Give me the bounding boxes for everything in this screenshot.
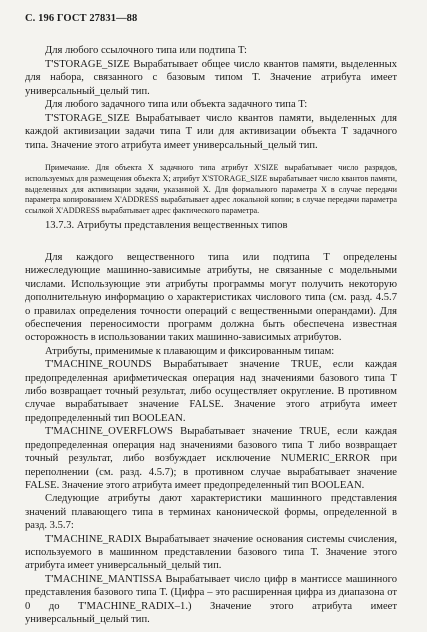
paragraph: T'STORAGE_SIZE Вырабатывает общее число квантов памяти, выделенных для набора, связанного с базовым типом T. Значение атрибута имеет универсальный_целый тип. <box>25 59 397 97</box>
paragraph: T'MACHINE_ROUNDS Вырабатывает значение TRUE, если каждая предопределенная арифметическая операция над значениями базового типа T либо возвращает точный результат, либо осуществляет округление. В противном случае вырабатывает значение FALSE. Значение этого атрибута имеет предопределенный тип BOOLEAN. <box>25 359 397 424</box>
paragraph: Следующие атрибуты дают характеристики машинного представления значений плавающего типа в терминах канонической формы, определенной в разд. 3.5.7: <box>25 493 397 532</box>
page-header: С. 196 ГОСТ 27831—88 <box>25 13 138 24</box>
note-text: Примечание. Для объекта X задачного типа атрибут X'SIZE вырабатывает число разрядов, используемых для размещения объекта X; атрибут X'STORAGE_SIZE вырабатывает число квантов памяти, выделенных для активизации задачи, указанной X. Для формального параметра X в случае передачи параметра копированием X'ADDRESS вырабатывает адрес локальной копии; в случае передачи параметра ссылкой X'ADDRESS вырабатывает адрес фактического параметра. <box>25 163 397 216</box>
paragraph: Для любого ссылочного типа или подтипа T: <box>45 45 247 56</box>
section-heading: 13.7.3. Атрибуты представления вещественных типов <box>45 220 288 231</box>
section-title <box>25 219 397 232</box>
paragraph: T'MACHINE_OVERFLOWS Вырабатывает значение TRUE, если каждая предопределенная операция над значениями базового типа T либо возвращает точный результат, либо возбуждает исключение NUMERIC_ERROR при переполнении (см. разд. 4.5.7); в противном случае вырабатывает значение FALSE. Значение этого атрибута имеет предопределенный тип BOOLEAN. <box>25 426 397 491</box>
paragraph-access-storage-size <box>25 58 397 98</box>
section-body <box>25 251 397 626</box>
paragraph: T'MACHINE_RADIX Вырабатывает значение основания системы счисления, используемого в машинном представлении базового типа T. Значение этого атрибута имеет универсальный_целый тип. <box>25 533 397 572</box>
note-block <box>25 163 397 217</box>
paragraph: T'STORAGE_SIZE Вырабатывает число квантов памяти, выделенных для каждой активизации задачи типа T или для активизации объекта T задачного типа. Значение этого атрибута имеет универсальный_целый тип. <box>25 113 397 151</box>
paragraph-task-type-heading <box>25 98 397 111</box>
paragraph-access-type-heading <box>25 44 397 57</box>
paragraph-task-storage-size <box>25 112 397 152</box>
paragraph: T'MACHINE_MANTISSA Вырабатывает число цифр в мантиссе машинного представления базового типа T. (Цифра – это расширенная цифра из диапазона от 0 до T'MACHINE_RADIX–1.) Значение этого атрибута имеет универсальный_целый тип. <box>25 573 397 625</box>
paragraph: Для любого задачного типа или объекта задачного типа T: <box>45 99 308 110</box>
paragraph: Атрибуты, применимые к плавающим и фиксированным типам: <box>45 345 335 357</box>
paragraph: Для каждого вещественного типа или подтипа T определены нижеследующие машинно-зависимые атрибуты, не связанные с модельными числами. Использующие эти атрибуты программы могут получить некоторую дополнительную информацию о характеристиках числового типа (см. разд. 4.5.7 о правилах определения точности операций с вещественными операндами). Для обеспечения переносимости программ должна быть обеспечена известная осторожность в использовании таких машинно-зависимых атрибутов. <box>25 252 397 344</box>
